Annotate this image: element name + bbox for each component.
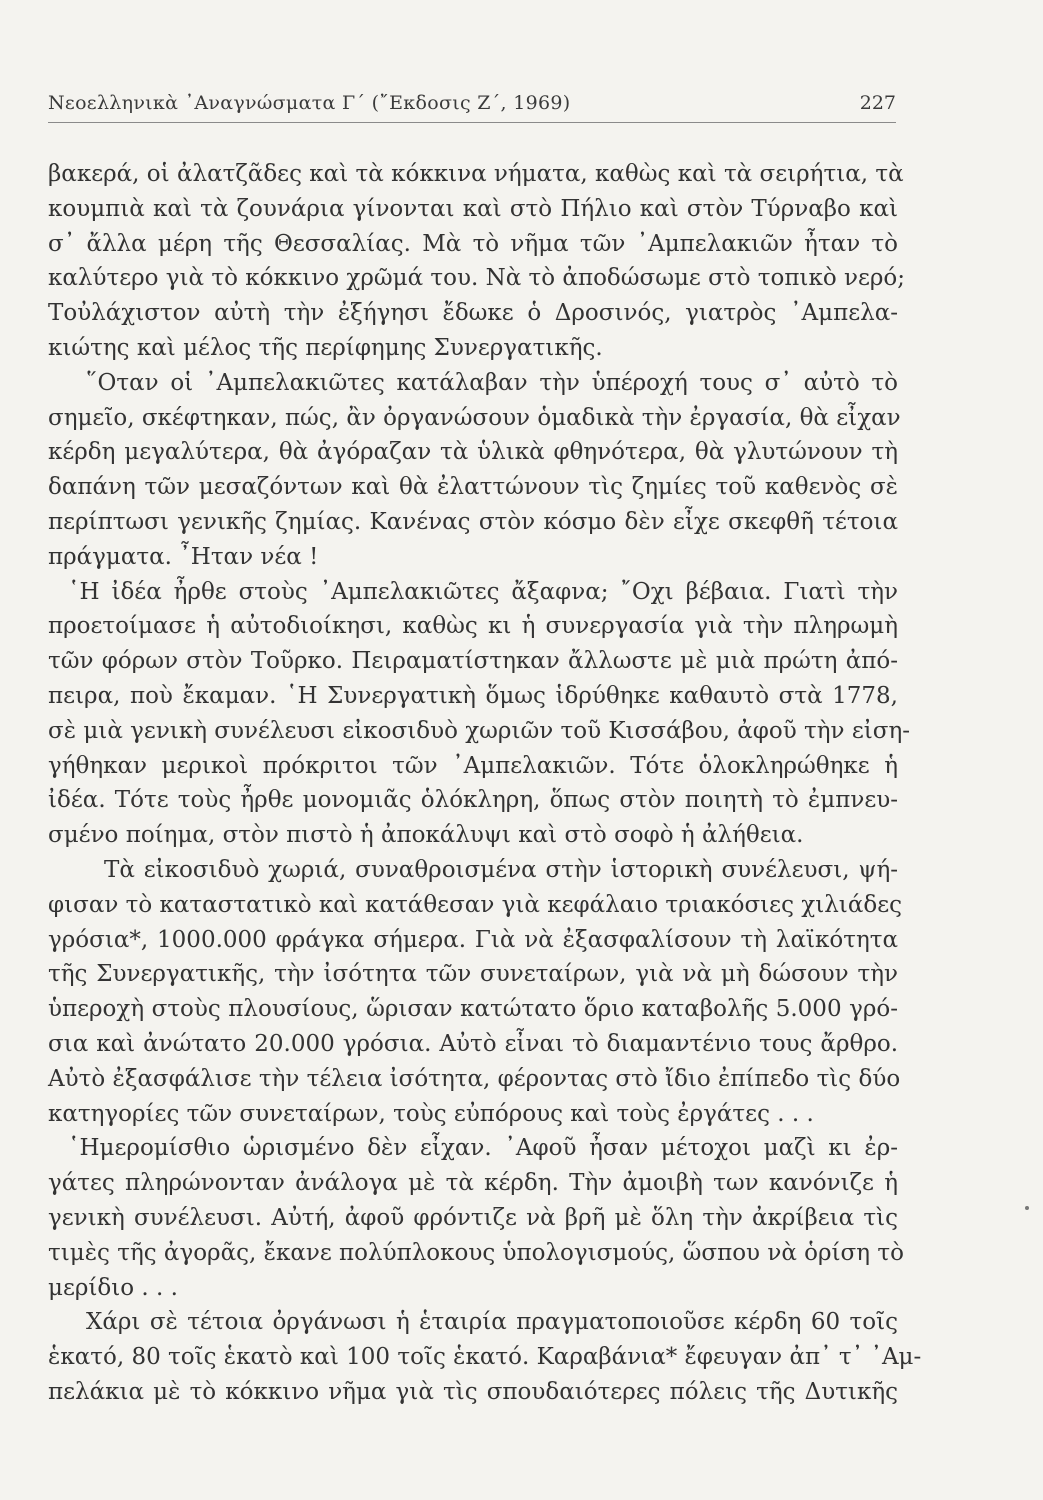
text-line: μερίδιο . . . [48, 1274, 178, 1301]
text-line: γενικὴ συνέλευσι. Αὐτή, ἀφοῦ φρόντιζε νὰ βρῆ μὲ ὅλη τὴν ἀκρίβεια τὶς [48, 1204, 898, 1231]
text-line: ἑκατό, 80 τοῖς ἑκατὸ καὶ 100 τοῖς ἑκατό. Καραβάνια* ἔφευγαν ἀπ᾿ τ᾿ ᾿Αμ- [48, 1344, 922, 1371]
text-line: ἰδέα. Τότε τοὺς ἦρθε μονομιᾶς ὁλόκληρη, ὅπως στὸν ποιητὴ τὸ ἐμπνευ- [48, 787, 898, 814]
text-line: τιμὲς τῆς ἀγορᾶς, ἔκανε πολύπλοκους ὑπολογισμούς, ὥσπου νὰ ὁρίση τὸ [48, 1239, 904, 1266]
text-line: κέρδη μεγαλύτερα, θὰ ἀγόραζαν τὰ ὑλικὰ φθηνότερα, θὰ γλυτώνουν τὴ [48, 439, 898, 466]
text-line: κατηγορίες τῶν συνεταίρων, τοὺς εὐπόρους καὶ τοὺς ἐργάτες . . . [48, 1100, 814, 1127]
text-line: καλύτερο γιὰ τὸ κόκκινο χρῶμά του. Νὰ τὸ ἀποδώσωμε στὸ τοπικὸ νερό; [48, 265, 905, 292]
text-line: γάτες πληρώνονταν ἀνάλογα μὲ τὰ κέρδη. Τὴν ἀμοιβὴ των κανόνιζε ἡ [48, 1170, 898, 1197]
text-line: πράγματα. ῏Ηταν νέα ! [48, 543, 319, 570]
header-title: Νεοελληνικὰ ᾿Αναγνώσματα Γ΄ (῎Εκδοσις Ζ΄, 1969) [48, 92, 571, 114]
text-line: πειρα, ποὺ ἔκαμαν. ῾Η Συνεργατικὴ ὅμως ἱδρύθηκε καθαυτὸ στὰ 1778, [48, 682, 898, 709]
text-line: ῾Ημερομίσθιο ὡρισμένο δὲν εἶχαν. ᾿Αφοῦ ἦσαν μέτοχοι μαζὶ κι ἐρ- [68, 1135, 898, 1162]
text-line: Χάρι σὲ τέτοια ὀργάνωσι ἡ ἑταιρία πραγματοποιοῦσε κέρδη 60 τοῖς [86, 1309, 898, 1336]
text-line: πελάκια μὲ τὸ κόκκινο νῆμα γιὰ τὶς σπουδαιότερες πόλεις τῆς Δυτικῆς [48, 1378, 898, 1405]
text-line: περίπτωσι γενικῆς ζημίας. Κανένας στὸν κόσμο δὲν εἶχε σκεφθῆ τέτοια [48, 508, 898, 535]
text-line: σημεῖο, σκέφτηκαν, πώς, ἂν ὀργανώσουν ὁμαδικὰ τὴν ἐργασία, θὰ εἶχαν [48, 404, 901, 431]
body-text [48, 157, 922, 1410]
text-line: δαπάνη τῶν μεσαζόντων καὶ θὰ ἐλαττώνουν τὶς ζημίες τοῦ καθενὸς σὲ [48, 474, 898, 501]
text-line: σμένο ποίημα, στὸν πιστὸ ἡ ἀποκάλυψι καὶ στὸ σοφὸ ἡ ἀλήθεια. [48, 822, 804, 849]
text-line: Τοὐλάχιστον αὐτὴ τὴν ἐξήγησι ἔδωκε ὁ Δροσινός, γιατρὸς ᾿Αμπελα- [48, 300, 898, 327]
paper-speck [1025, 1206, 1029, 1210]
text-line: γρόσια*, 1000.000 φράγκα σήμερα. Γιὰ νὰ ἐξασφαλίσουν τὴ λαϊκότητα [48, 926, 898, 953]
text-line: ῾Η ἰδέα ἦρθε στοὺς ᾿Αμπελακιῶτες ἄξαφνα; ῎Οχι βέβαια. Γιατὶ τὴν [68, 578, 898, 605]
text-line: κουμπιὰ καὶ τὰ ζουνάρια γίνονται καὶ στὸ Πήλιο καὶ στὸν Τύρναβο καὶ [48, 195, 898, 222]
text-line: τῆς Συνεργατικῆς, τὴν ἰσότητα τῶν συνεταίρων, γιὰ νὰ μὴ δώσουν τὴν [48, 961, 898, 988]
text-line: βακερά, οἱ ἀλατζᾶδες καὶ τὰ κόκκινα νήματα, καθὼς καὶ τὰ σειρήτια, τὰ [48, 161, 904, 187]
text-line: Τὰ εἰκοσιδυὸ χωριά, συναθροισμένα στὴν ἱστορικὴ συνέλευσι, ψή- [104, 856, 898, 883]
text-line: Αὐτὸ ἐξασφάλισε τὴν τέλεια ἰσότητα, φέροντας στὸ ἴδιο ἐπίπεδο τὶς δύο [48, 1065, 901, 1092]
running-header [48, 92, 896, 123]
text-line: τῶν φόρων στὸν Τοῦρκο. Πειραματίστηκαν ἄλλωστε μὲ μιὰ πρώτη ἀπό- [48, 648, 898, 675]
text-line: σ᾿ ἄλλα μέρη τῆς Θεσσαλίας. Μὰ τὸ νῆμα τῶν ᾿Αμπελακιῶν ἦταν τὸ [48, 230, 898, 257]
text-line: κιώτης καὶ μέλος τῆς περίφημης Συνεργατικῆς. [48, 334, 603, 361]
page-number: 227 [859, 92, 896, 114]
text-line: προετοίμασε ἡ αὐτοδιοίκησι, καθὼς κι ἡ συνεργασία γιὰ τὴν πληρωμὴ [48, 613, 898, 640]
text-line: φισαν τὸ καταστατικὸ καὶ κατάθεσαν γιὰ κεφάλαιο τριακόσιες χιλιάδες [48, 891, 902, 918]
text-line: σὲ μιὰ γενικὴ συνέλευσι εἰκοσιδυὸ χωριῶν τοῦ Κισσάβου, ἀφοῦ τὴν εἰση- [48, 717, 911, 744]
text-line: γήθηκαν μερικοὶ πρόκριτοι τῶν ᾿Αμπελακιῶν. Τότε ὁλοκληρώθηκε ἡ [48, 752, 898, 779]
text-line: ῞Οταν οἱ ᾿Αμπελακιῶτες κατάλαβαν τὴν ὑπέροχή τους σ᾿ αὐτὸ τὸ [86, 369, 898, 396]
text-line: σια καὶ ἀνώτατο 20.000 γρόσια. Αὐτὸ εἶναι τὸ διαμαντένιο τους ἄρθρο. [48, 1030, 898, 1057]
text-line: ὑπεροχὴ στοὺς πλουσίους, ὥρισαν κατώτατο ὅριο καταβολῆς 5.000 γρό- [48, 996, 898, 1023]
